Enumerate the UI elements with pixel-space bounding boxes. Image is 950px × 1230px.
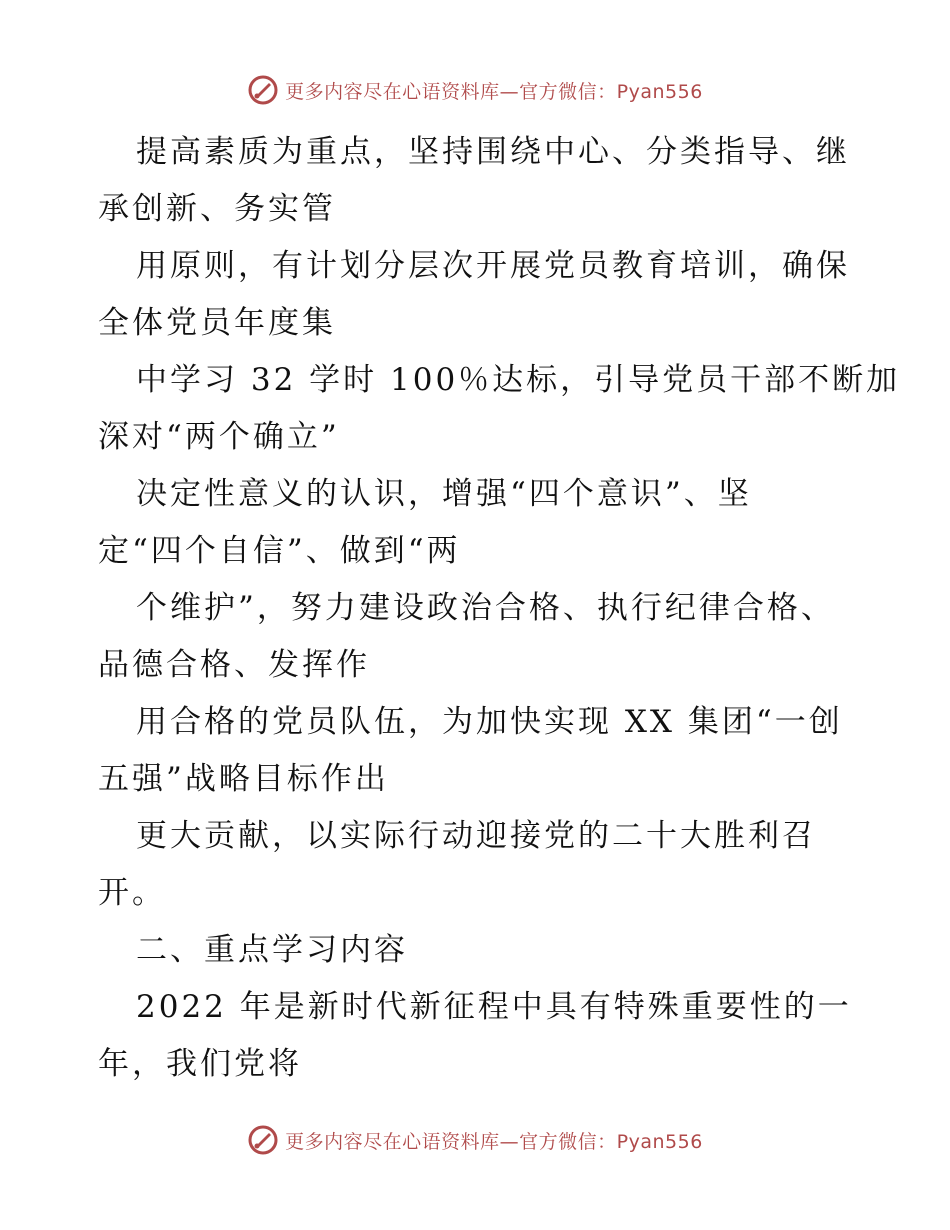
- paragraph-line: [98, 808, 868, 922]
- line-part-a: 决定性意义的认识，增强“四个意识”、坚: [136, 476, 752, 512]
- line-part-b: 年，我们党将: [98, 1046, 302, 1082]
- paragraph-line: [98, 694, 868, 808]
- line-part-a: 2022 年是新时代新征程中具有特殊重要性的一: [136, 989, 852, 1025]
- logo-icon: [247, 74, 279, 106]
- paragraph-line: [98, 352, 901, 466]
- header-watermark: [0, 68, 950, 112]
- line-part-b: 品德合格、发挥作: [98, 647, 370, 683]
- paragraph-line: [98, 466, 868, 580]
- footer-watermark: [0, 1118, 950, 1162]
- header-watermark-text: 更多内容尽在心语资料库—官方微信：Pyan556: [285, 80, 703, 103]
- line-part-a: 用合格的党员队伍，为加快实现 XX 集团“一创: [136, 704, 843, 740]
- logo-icon: [247, 1124, 279, 1156]
- line-part-b: 定“四个自信”、做到“两: [98, 533, 461, 569]
- line-part-a: 更大贡献，以实际行动迎接党的二十大胜利召: [136, 818, 816, 854]
- paragraph-line: [98, 979, 868, 1093]
- line-part-a: 个维护”，努力建设政治合格、执行纪律合格、: [136, 590, 835, 626]
- line-part-b: 深对“两个确立”: [98, 419, 340, 455]
- footer-watermark-text: 更多内容尽在心语资料库—官方微信：Pyan556: [285, 1130, 703, 1153]
- line-part-a: 提高素质为重点，坚持围绕中心、分类指导、继: [136, 134, 850, 170]
- line-part-b: 五强”战略目标作出: [98, 761, 389, 797]
- line-part-b: 全体党员年度集: [98, 305, 336, 341]
- line-part-b: 承创新、务实管: [98, 191, 336, 227]
- paragraph-line: [98, 124, 868, 238]
- line-part-b: 开。: [98, 875, 166, 911]
- line-part-a: 用原则，有计划分层次开展党员教育培训，确保: [136, 248, 850, 284]
- section-heading: 二、重点学习内容: [136, 932, 408, 968]
- line-part-a: 中学习 32 学时 100％达标，引导党员干部不断加: [136, 362, 901, 398]
- paragraph-line: [98, 238, 868, 352]
- paragraph-line: [98, 580, 868, 694]
- document-body: [98, 124, 901, 1093]
